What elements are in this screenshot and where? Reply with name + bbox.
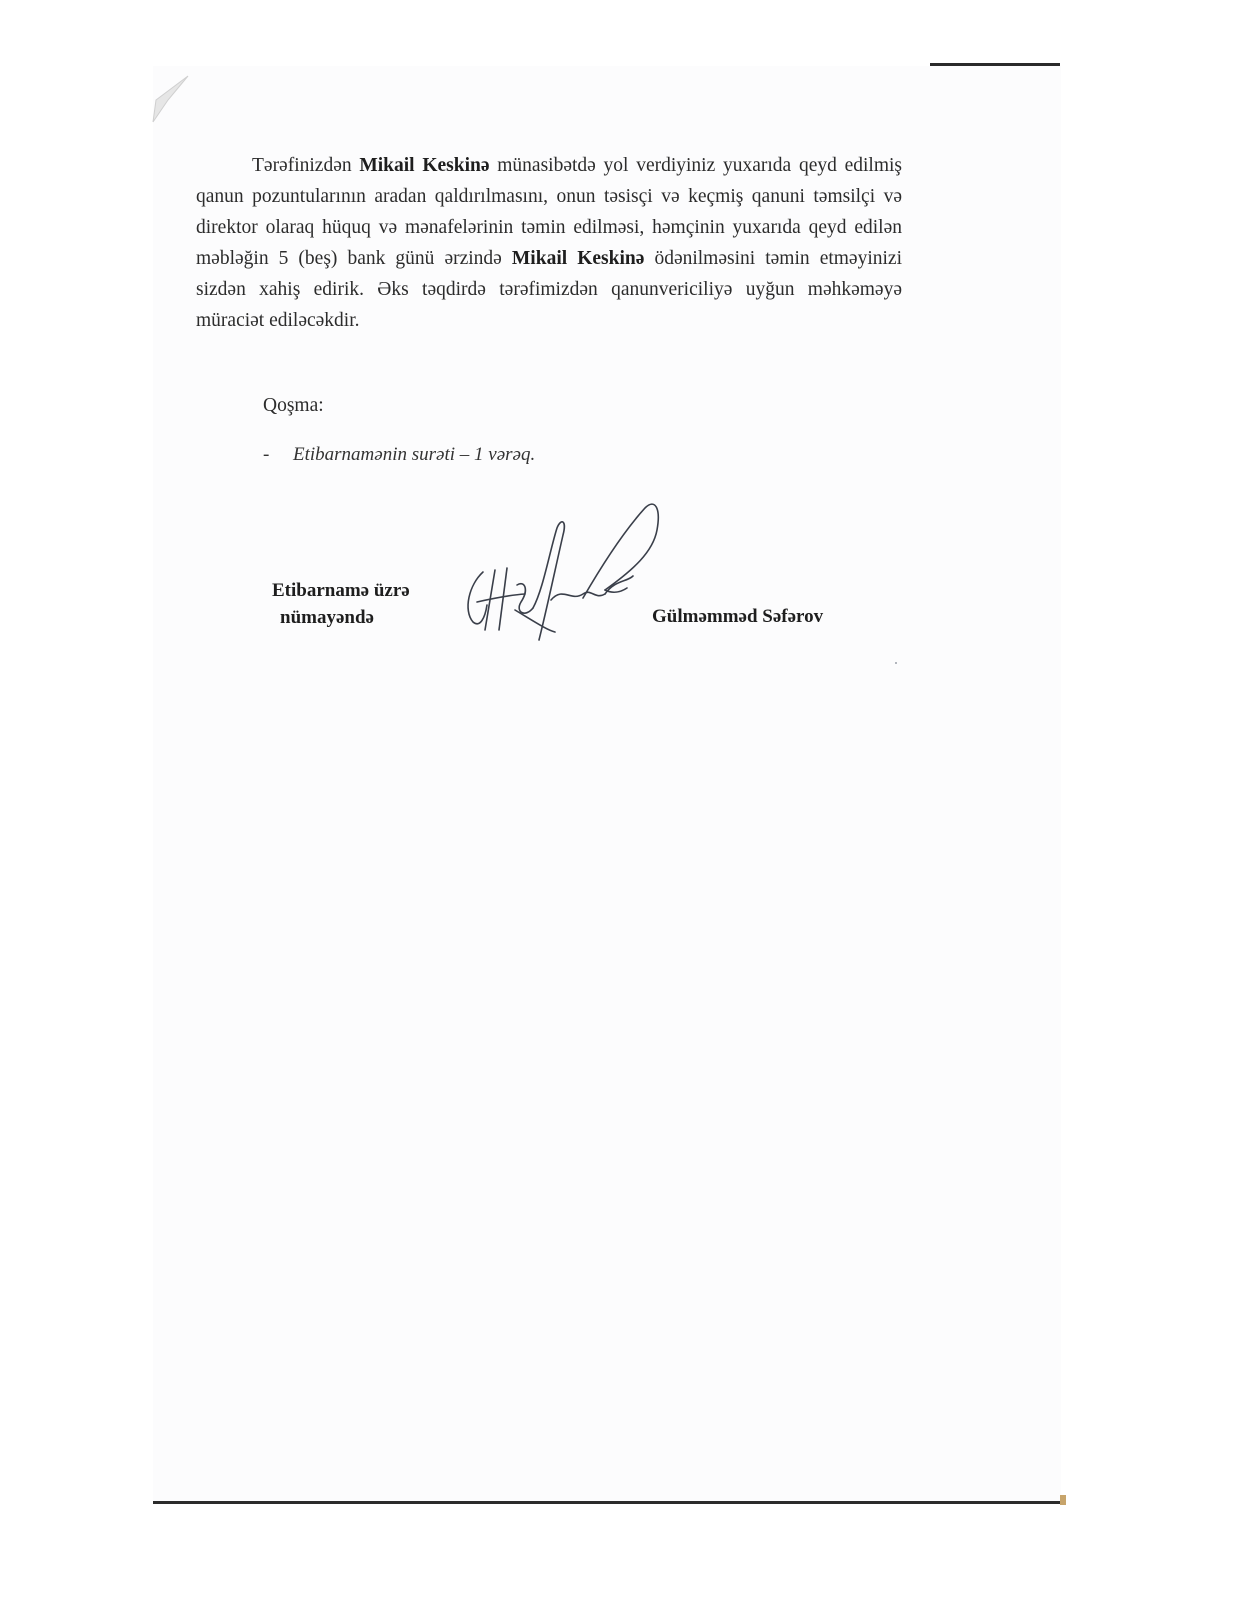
letter-text-part2: münasibətdə yol verdiyiniz yuxarıda qeyd edilmiş qanun pozuntularının aradan qaldırılmasını, onun təsisçi və keçmiş qanuni təmsilçi və direktor olaraq hüquq və mənafelərinin təmin edilməsi, həmçinin yuxarıda qeyd edilən məbləğin 5 (beş) bank günü ərzində (196, 155, 902, 269)
letter-text-part3: ödənilməsini təmin etməyinizi sizdən xahiş edirik. Əks təqdirdə tərəfimizdən qanunvericiliyə uyğun məhkəməyə müraciət ediləcəkdir. (196, 248, 902, 331)
attachment-list-item (263, 444, 535, 466)
representative-role (272, 577, 410, 631)
scan-speck (895, 662, 897, 664)
paper-shadow-edge-bottom (153, 1501, 1061, 1504)
representative-role-line1: Etibarnamə üzrə (272, 580, 410, 601)
recipient-name-bold: Mikail Keskinə (359, 155, 490, 176)
representative-role-line2: nümayəndə (280, 607, 374, 628)
list-bullet-dash: - (263, 444, 270, 465)
attachment-item-text: Etibarnamənin surəti – 1 vərəq. (293, 444, 536, 465)
background-surface (1060, 1495, 1066, 1505)
recipient-name-bold-2: Mikail Keskinə (511, 248, 645, 269)
letter-body (196, 150, 902, 336)
paper-shadow-edge-top (930, 63, 1060, 66)
attachment-label: Qoşma: (263, 395, 324, 416)
letter-paragraph (196, 150, 902, 336)
signer-name: Gülməmməd Səfərov (652, 606, 824, 627)
handwritten-signature (455, 490, 670, 650)
folded-corner-mark (150, 70, 195, 125)
letter-text-part1: Tərəfinizdən (252, 155, 360, 176)
